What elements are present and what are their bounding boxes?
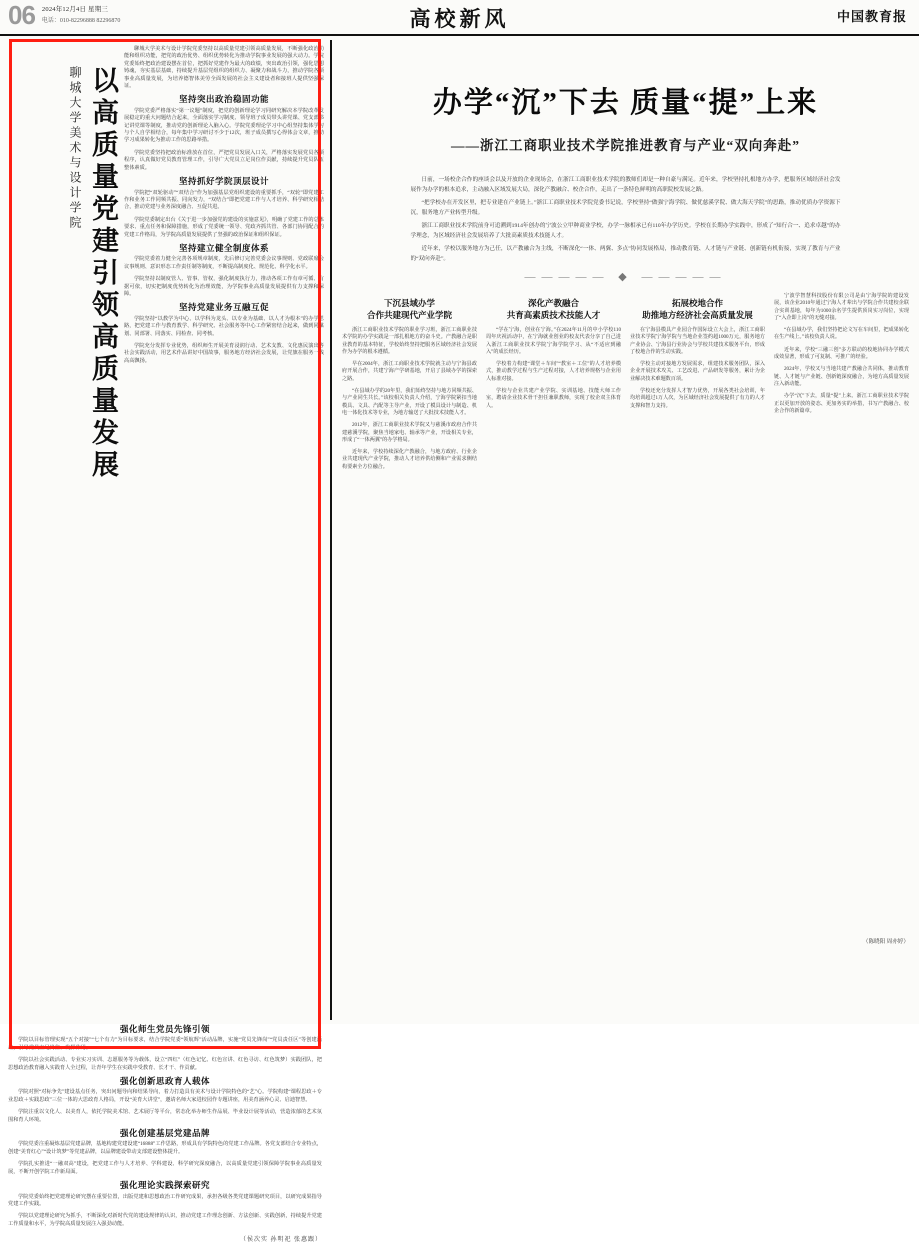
right-column-4 (774, 293, 909, 933)
right-paragraph: 早在2004年，浙江工商职业技术学院就主动与宁海县政府开展合作，共建宁海产学研基地，开启了县域办学的探索之路。 (342, 361, 477, 382)
section-heading-3: 坚持党建业务互融互促 (178, 302, 269, 313)
left-paragraph: 学院党委着力健全完善各项规章制度，先后修订完善党委会议事规则、党政联席会议事规则、意识形态工作责任制等制度，不断提高制度化、规范化、科学化水平。 (124, 256, 324, 270)
right-paragraph: 学校还充分发挥人才智力优势，开展各类社会培训，年均培训超过1万人次，为区域经济社会发展提供了有力的人才支撑和智力支持。 (630, 388, 765, 409)
section-title: 高校新风 (409, 7, 510, 31)
right-paragraph: “在县域办学的20年里，我们始终坚持与地方同频共振、与产业同生共长。”该校相关负责人介绍，宁海学院紧扣当地模具、文具、汽配等主导产业，开设了模具设计与制造、机电一体化技术等专业，为地方输送了大批技术技能人才。 (342, 388, 477, 416)
left-headline-block (6, 42, 124, 1020)
left-intro: 聊城大学美术与设计学院党委坚持以高质量党建引领高质量发展，不断强化政治功能和组织功能，把党的政治优势、组织优势转化为推动学院事业发展的强大动力。学院党委始终把政治建设摆在首位，把抓好党建作为最大的政绩，突出政治引领，强化思想铸魂，夯实基层基础，持续提升基层党组织的组织力、凝聚力和战斗力，推动学院各项事业高质量发展，为培养德智体美劳全面发展的社会主义建设者和接班人提供坚强保证。 (124, 46, 324, 90)
left-article (0, 36, 330, 1243)
right-columns (342, 293, 909, 933)
left-byline: （侯次实 孙明祀 张惠跟） (239, 1237, 322, 1243)
right-paragraph: 学校着力构建“课堂＋车间”“教室＋工位”的人才培养模式，推动教学过程与生产过程对接，人才培养规格与企业用人标准对接。 (486, 361, 621, 382)
right-paragraph: 近年来，学校持续深化产教融合，与地方政府、行业企业共建现代产业学院，推动人才培养供给侧和产业需求侧结构要素全方位融合。 (342, 449, 477, 470)
left-paragraph: 学院党委制定出台《关于进一步加强党的建设的实施意见》，明确了党建工作的总体要求、重点任务和保障措施，形成了党委统一领导、党政齐抓共管、各部门协同配合的党建工作格局，为学院高质量发展提供了坚强的政治保证和组织保证。 (124, 216, 324, 238)
section-heading-4: 强化师生党员先锋引领 (119, 1024, 210, 1034)
left-paragraph: 学院以社会实践活动、专业实习实训、志愿服务等为载体，设立“四红”（红色记忆、红色宣讲、红色寻访、红色筑梦）实践团队，把思想政治教育融入实践育人全过程，让青年学生在实践中受教育、长才干、作贡献。 (8, 1057, 322, 1071)
page-content (0, 36, 919, 1243)
ornament-divider: ————— ◆ ————— (524, 271, 727, 283)
right-column-3 (630, 293, 765, 933)
contact-phone: 电话：010-82296888 82296870 (41, 18, 121, 24)
left-paragraph: 学院扎实推进“一融双高”建设，把党建工作与人才培养、学科建设、科学研究深度融合，以高质量党建引领保障学院事业高质量发展，不断开创学院工作新局面。 (8, 1161, 322, 1175)
right-subheadline: ——浙江工商职业技术学院推进教育与产业“双向奔赴” (451, 138, 800, 153)
right-paragraph: 宁波学智慧科技股份有限公司是由宁海学院的建设发展，该企业2010年通过宁海人才辈出与学院合作共建校企联合实训基地，每年为1000余名学生提供顶岗实习岗位，实现了“入企即上岗”的无缝对接。 (774, 293, 909, 321)
right-subheading-2: 深化产教融合 共育高素质技术技能人才 (506, 298, 601, 320)
right-paragraph: 近年来，学校“三融三创”多方联动的校地协同办学模式成效显著，形成了可复制、可推广的经验。 (774, 346, 909, 361)
right-paragraph: 2012年，浙江工商职业技术学院又与慈溪市政府合作共建慈溪学院，聚焦当地家电、轴承等产业，开设相关专业，形成了“一体两翼”的办学格局。 (342, 422, 477, 443)
right-lead-paragraph: 浙江工商职业技术学院前身可追溯到1914年创办的宁波公立甲种商业学校，办学一脉相承已有110年办学历史。学校在长期办学实践中，形成了“知行合一、追求卓越”的办学理念，为区域经济社会发展培养了大批高素质技术技能人才。 (410, 223, 841, 239)
right-credit: （陈晓阳 周亦婷） (862, 939, 909, 945)
left-paragraph: 学院党委注重凝炼基层党建品牌，基地构建党建设建“16888”工作思路，形成具有学院特色的党建工作品牌。各党支部结合专业特点，创建“美育红心”“设计筑梦”等党建品牌，以品牌建设带动支部建设整体提升。 (8, 1141, 322, 1155)
right-paragraph: 浙江工商职业技术学院的职业学习班，浙江工商职业技术学院的办学实践是一部扎根地方的奋斗史。产教融合是职业教育的基本特征，学校始终坚持把服务区域经济社会发展作为办学的根本遵循。 (342, 327, 477, 355)
section-heading-1: 坚持抓好学院顶层设计 (178, 176, 269, 187)
right-lead-paragraph: “把学校办在开发区里，把专业建在产业链上。”浙江工商职业技术学院党委书记说，学校坚持“做强宁海学院、做优慈溪学院、做大海天学院”的思路，推动优质办学资源下沉，服务地方产业转型升级。 (410, 200, 841, 216)
left-headline: 以高质量党建引领高质量发展 (88, 66, 118, 482)
left-paragraph: 学院党委坚持把政治标准放在首位，严把党员发展入口关，严格落实发展党员各项程序，认真做好党员教育管理工作，引导广大党员立足岗位作贡献，持续提升党员队伍整体素质。 (124, 149, 324, 171)
left-paragraph: 学院以党建理论研究为抓手，不断深化对新时代党的建设规律的认识，推动党建工作理念创新、方法创新、实践创新，持续提升党建工作质量和水平，为学院高质量发展注入强劲动能。 (8, 1213, 322, 1227)
page-number: 06 (8, 0, 35, 30)
right-subheading-1: 下沉县域办学 合作共建现代产业学院 (366, 298, 452, 320)
left-paragraph: 学院对照“对标争先”建设基点任务，突出问题导向和结果导向，着力打造具有美术与设计学院特色的“艺”心。学院构建“课程思政＋专业思政＋实践思政”三位一体的大思政育人格局，开设“美育大讲堂”，邀请名师大家进校园作专题讲座，用美育涵养心灵、启迪智慧。 (8, 1089, 322, 1103)
left-paragraph: 学院党委始终把党建理论研究摆在重要位置，出版党建和思想政治工作研究成果，承担各级各类党建课题研究项目，以研究成果指导党建工作实践。 (8, 1193, 322, 1207)
right-article (332, 36, 919, 1024)
left-column-bottom (6, 1026, 324, 1243)
right-paragraph: 学校主动对接地方发展需求，组建技术服务团队，深入企业开展技术攻关、工艺改进、产品研发等服务，累计为企业解决技术难题数百项。 (630, 361, 765, 382)
left-paragraph: 学院党委严格落实“第一议题”制度，把党的创新理论学习同研究解决本学院改革发展稳定的重大问题结合起来，全面落实学习制度、领导班子成员带头讲党课、党支部书记讲党课等制度，推动党的创新理论入脑入心。学院党委理论学习中心组坚持集体学习与个人自学相结合，每年集中学习研讨不少于12次，班子成员撰写心得体会文章，推动学习成果转化为推动工作的思路举措。 (124, 107, 324, 144)
right-paragraph: “在县域办学，我们坚持把论文写在车间里，把成果转化在生产线上。”该校负责人说。 (774, 327, 909, 341)
left-paragraph: 学院坚持以制度管人、管事、管权，强化制度执行力，推动各项工作有章可循、有据可依，切实把制度优势转化为治理效能，为学院事业高质量发展提供有力支撑和保障。 (124, 276, 324, 297)
section-heading-0: 坚持突出政治稳固功能 (178, 94, 269, 105)
right-paragraph: 2024年，学校又与当地共建产教融合共同体，推动教育链、人才链与产业链、创新链深度融合，为地方高质量发展注入新动能。 (774, 366, 909, 387)
right-headline: 办学“沉”下去 质量“提”上来 (432, 87, 819, 119)
right-lead (411, 176, 841, 264)
right-paragraph: 办学“沉”下去，质量“提”上来。浙江工商职业技术学院正以更加开放的姿态、更加务实的举措，书写产教融合、校企合作的新篇章。 (774, 393, 909, 414)
left-paragraph: 学院注重以文化人、以美育人，依托学院美术馆、艺术展厅等平台，常态化举办师生作品展、毕业设计展等活动，营造浓郁的艺术氛围和育人环境。 (8, 1109, 322, 1123)
left-column-top (124, 42, 324, 1020)
right-headline-block (342, 40, 909, 160)
right-subheading-3: 拓展校地合作 助推地方经济社会高质量发展 (642, 298, 753, 320)
left-paragraph: 学院把“双轮驱动”“双结合”作为加强基层党组织建设的重要抓手，“双轮”即党建工作和业务工作同频共振、同向发力，“双结合”即把党建工作与人才培养、科学研究相结合，推动党建与业务深度融合、互促共进。 (124, 189, 324, 211)
right-paragraph: 在宁海县模具产业园合作国际设立大会上，浙江工商职业技术学院宁海学院与当地企业签约超1000万元，服务地方产业协会、宁海县行业协会与学校共建技术服务平台，形成了校地合作的生动实践。 (630, 327, 765, 355)
section-heading-5: 强化创新思政育人载体 (119, 1076, 210, 1087)
left-paragraph: 学院充分发挥专业优势，组织师生开展美育浸润行动、艺术支教、文化惠民演出等社会实践活动，用艺术作品讲好中国故事，服务地方经济社会发展，让党旗在服务一线高高飘扬。 (124, 343, 324, 364)
right-column-2 (486, 293, 621, 933)
right-paragraph: “学在宁海，创业在宁海。”在2024年11月的中小学校110周年庆祝活动中，在宁海就业创业的校友代表分享了自己进入浙江工商职业技术学院宁海学院学习、从“不适应到融入”的成长经历。 (486, 327, 621, 355)
paper-logo: 中国教育报 (836, 9, 907, 24)
section-heading-7: 强化理论实践探索研究 (119, 1180, 210, 1191)
left-subhead: 聊城大学美术与设计学院 (68, 66, 82, 231)
right-lead-paragraph: 近年来，学校以服务地方为己任，以产教融合为主线，不断深化“一体、两翼、多点”协同发展格局，推动教育链、人才链与产业链、创新链有机衔接，实现了教育与产业的“双向奔赴”。 (410, 246, 841, 262)
right-lead-paragraph: 日前，一场校企合作的座谈会以及开放的企业现场会，在浙江工商职业技术学院的教师们却是一种自豪与满足。近年来，学校坚持扎根地方办学，把服务区域经济社会发展作为办学的根本追求，主动融入区域发展大局，深化产教融合、校企合作，走出了一条特色鲜明的高职院校发展之路。 (410, 177, 841, 193)
masthead (0, 0, 919, 36)
left-paragraph: 学院以目标管理实现“五个对接”“七个有力”为目标要求，结合学院党委“领航辉”活动品牌，实施“党员先锋岗”“党员责任区”等创建活动，引导党员立足岗位、发挥作用。 (8, 1037, 322, 1051)
section-heading-2: 坚持建立健全制度体系 (178, 242, 269, 253)
right-column-1 (342, 293, 477, 933)
right-paragraph: 学校与企业共建产业学院、实训基地、技能大师工作室，聘请企业技术骨干担任兼职教师，实现了校企双主体育人。 (486, 388, 621, 409)
left-paragraph: 学院坚持“以教学为中心、以学科为龙头、以专业为基础、以人才为根本”的办学思路，把党建工作与教育教学、科学研究、社会服务等中心工作紧密结合起来，做到同谋划、同部署、同落实、同检查、同考核。 (124, 315, 324, 337)
section-heading-6: 强化创建基层党建品牌 (119, 1128, 210, 1139)
publication-date: 2024年12月4日 星期三 (41, 6, 109, 13)
